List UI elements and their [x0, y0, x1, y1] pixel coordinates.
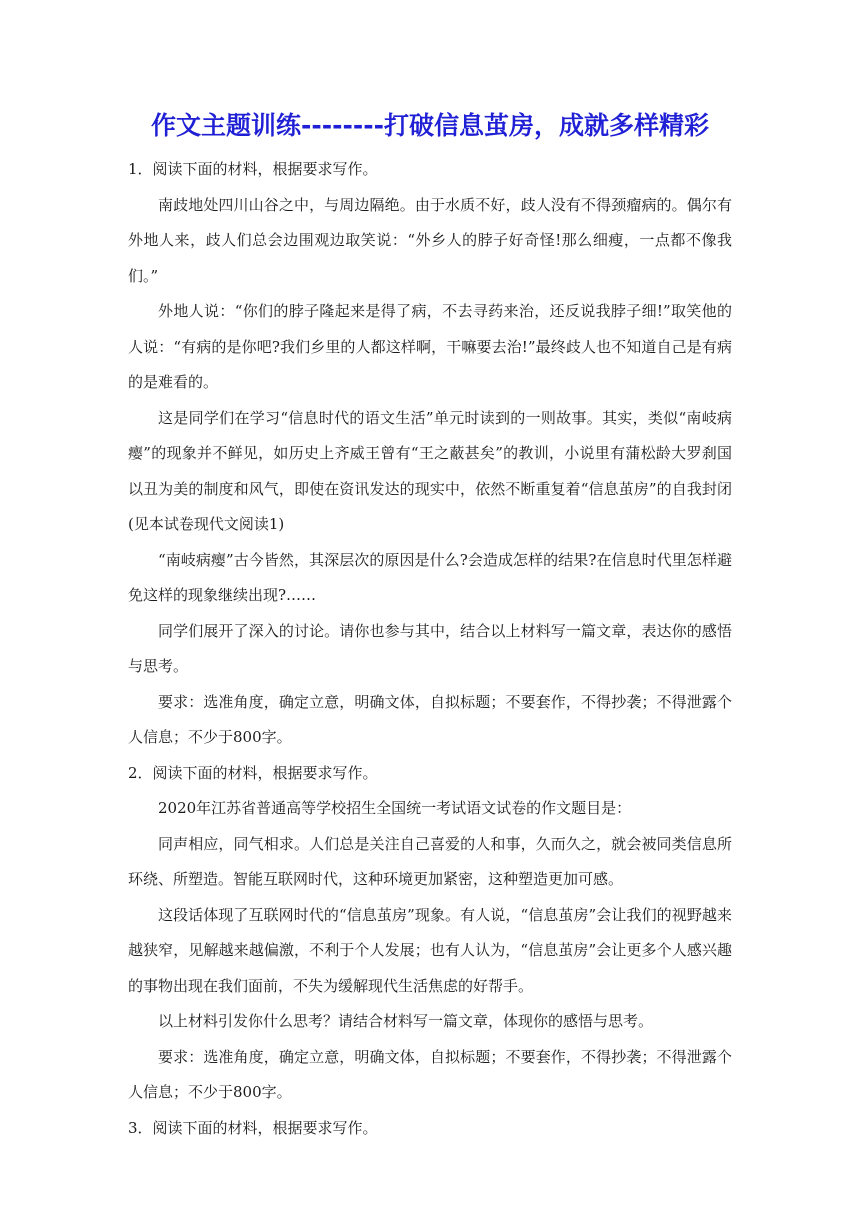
document-title: 作文主题训练--------打破信息茧房，成就多样精彩 [150, 111, 709, 140]
question-2-paragraph: 2020年江苏省普通高等学校招生全国统一考试语文试卷的作文题目是： [158, 799, 632, 817]
question-2-heading: 2．阅读下面的材料，根据要求写作。 [128, 763, 378, 782]
question-1-paragraph: 外地人说：“你们的脖子隆起来是得了病，不去寻药来治，还反说我脖子细!”取笑他的人说：“有病的是你吧?我们乡里的人都这样啊，干嘛要去治!”最终歧人也不知道自己是有病的是难看的。 [128, 302, 732, 391]
question-1-paragraph: 同学们展开了深入的讨论。请你也参与其中，结合以上材料写一篇文章，表达你的感悟与思考。 [128, 621, 732, 675]
question-1-requirements: 要求：选准角度，确定立意，明确文体，自拟标题；不要套作，不得抄袭；不得泄露个人信息；不少于800字。 [128, 692, 732, 746]
question-1-heading: 1．阅读下面的材料，根据要求写作。 [128, 160, 378, 178]
question-2-requirements: 要求：选准角度，确定立意，明确文体，自拟标题；不要套作，不得抄袭；不得泄露个人信息；不少于800字。 [128, 1047, 732, 1101]
question-2-paragraph: 这段话体现了互联网时代的“信息茧房”现象。有人说，“信息茧房”会让我们的视野越来越狭窄，见解越来越偏激，不利于个人发展；也有人认为，“信息茧房”会让更多个人感兴趣的事物出现在我们面前，不失为缓解现代生活焦虑的好帮手。 [128, 905, 732, 995]
document-body [128, 152, 732, 1146]
question-2-paragraph: 同声相应，同气相求。人们总是关注自己喜爱的人和事，久而久之，就会被同类信息所环绕、所塑造。智能互联网时代，这种环境更加紧密，这种塑造更加可感。 [128, 834, 732, 888]
question-1-paragraph: “南岐病瘿”古今皆然，其深层次的原因是什么?会造成怎样的结果?在信息时代里怎样避免这样的现象继续出现?…… [128, 550, 732, 604]
question-3-heading: 3．阅读下面的材料，根据要求写作。 [128, 1118, 378, 1137]
question-1-paragraph: 南歧地处四川山谷之中，与周边隔绝。由于水质不好，歧人没有不得颈瘤病的。偶尔有外地人来，歧人们总会边围观边取笑说：“外乡人的脖子好奇怪!那么细瘦，一点都不像我们。” [128, 195, 732, 285]
question-1-paragraph: 这是同学们在学习“信息时代的语文生活”单元时读到的一则故事。其实，类似“南岐病瘿”的现象并不鲜见，如历史上齐威王曾有“王之蔽甚矣”的教训，小说里有蒲松龄大罗刹国以丑为美的制度和风气，即使在资讯发达的现实中，依然不断重复着“信息茧房”的自我封闭(见本试卷现代文阅读1) [128, 408, 732, 533]
question-2-paragraph: 以上材料引发你什么思考？请结合材料写一篇文章，体现你的感悟与思考。 [158, 1012, 654, 1030]
